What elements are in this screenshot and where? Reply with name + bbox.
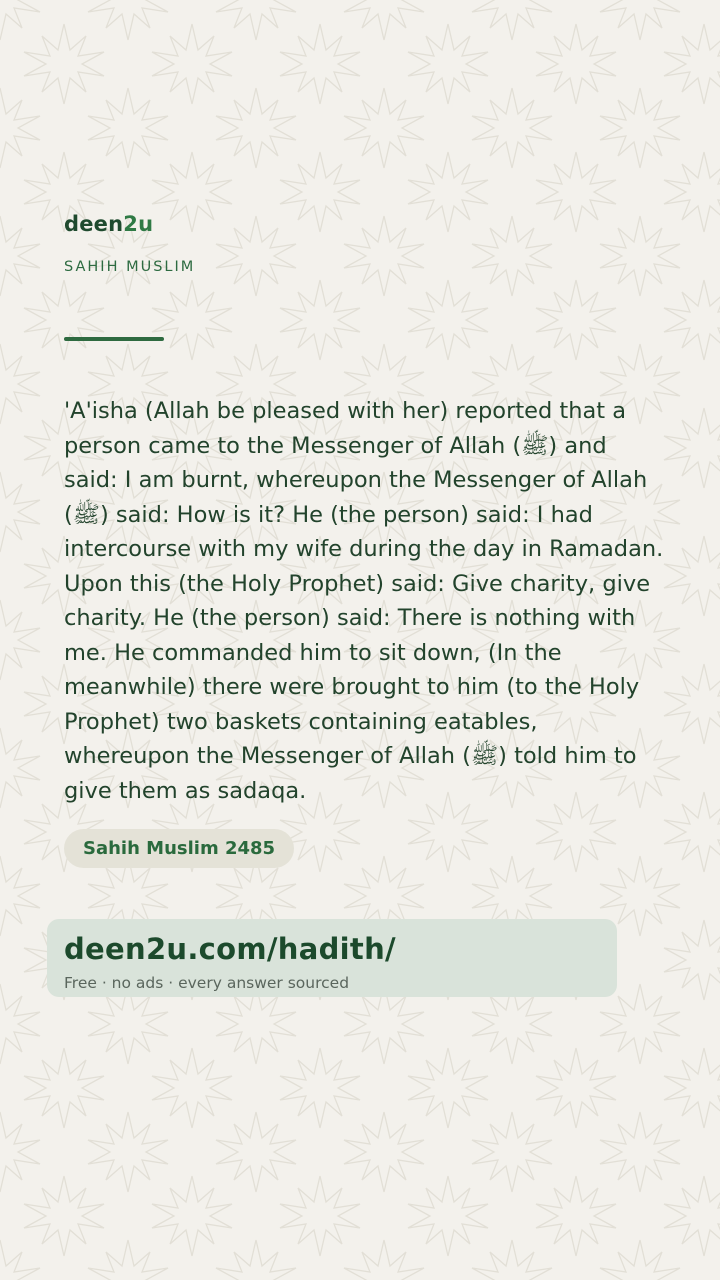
hadith-text: 'A'isha (Allah be pleased with her) reported that a person came to the Messenger of Allah (ﷺ) and said: I am burnt, whereupon the Messenger of Allah (ﷺ) said: How is it? He (the person) said: I had intercourse with my wife during the day in Ramadan. Upon this (the Holy Prophet) said: Give charity, give charity. He (the person) said: There is nothing with me. He commanded him to sit down, (In the meanwhile) there were brought to him (to the Holy Prophet) two baskets containing eatables, whereupon the Messenger of Allah (ﷺ) told him to give them as sadaqa. [64, 398, 664, 804]
link-url[interactable]: deen2u.com/hadith/ [64, 932, 396, 966]
link-tagline: Free · no ads · every answer sourced [64, 974, 350, 992]
reference-badge: Sahih Muslim 2485 [64, 829, 294, 868]
brand-logo [64, 212, 153, 236]
divider [64, 337, 164, 341]
brand-suffix: 2u [123, 212, 154, 236]
collection-label: SAHIH MUSLIM [64, 259, 196, 275]
link-card[interactable] [47, 919, 617, 997]
brand-prefix: deen [64, 212, 124, 236]
